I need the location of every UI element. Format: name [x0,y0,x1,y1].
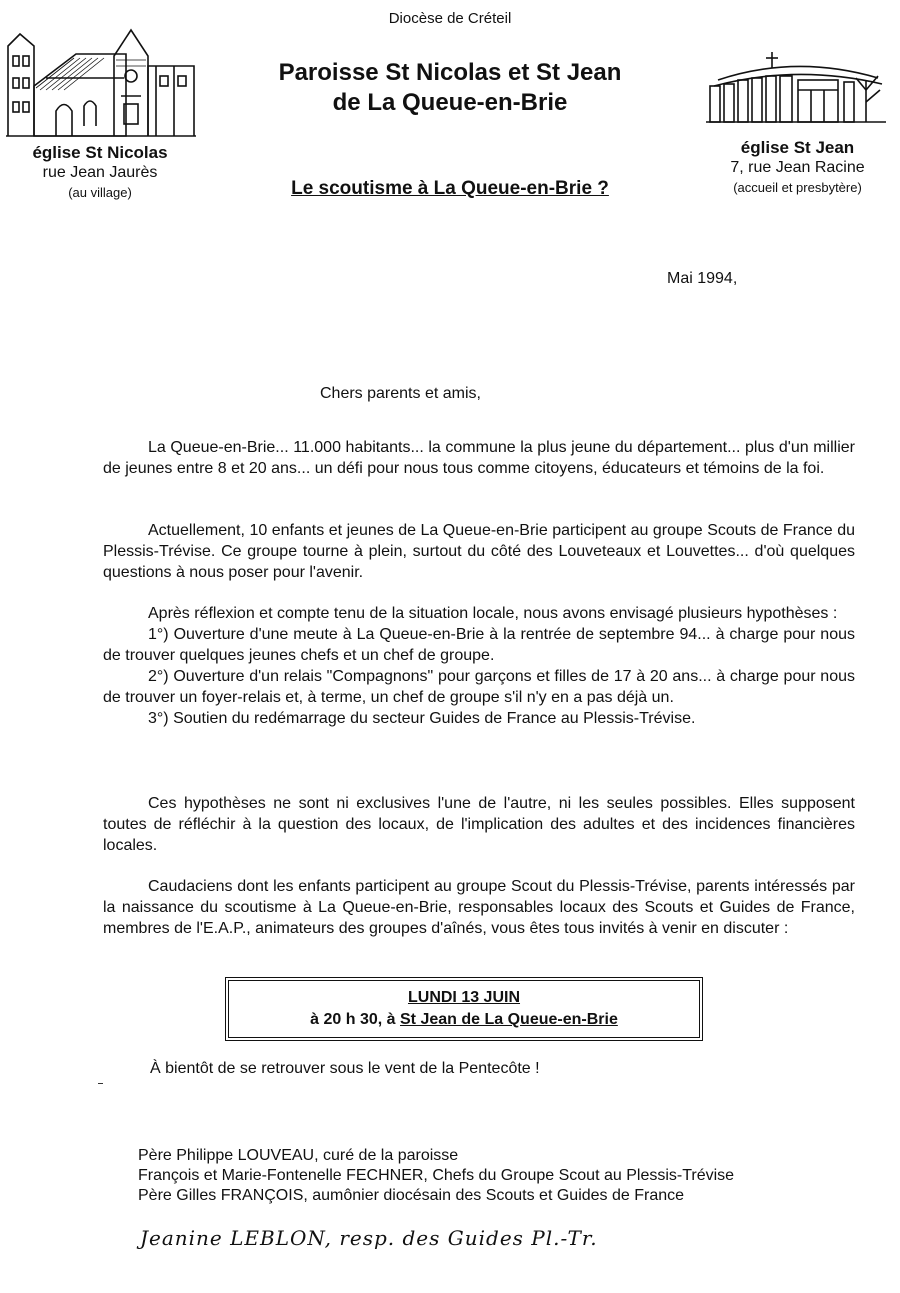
church-st-jean-caption [705,138,890,198]
diocese-label: Diocèse de Créteil [388,10,512,27]
hypothesis-1 [103,624,855,666]
paragraph-invitation [103,876,855,939]
parish-title-line1: Paroisse St Nicolas et St Jean [278,59,622,86]
fold-mark [98,1083,103,1084]
hypothesis-2-text: 2°) Ouverture d'un relais "Compagnons" pour garçons et filles de 17 à 20 ans... à charge pour nous de trouver un foyer-relais et, à terme, un chef de groupe s'il n'y en a pas déjà un. [103,668,855,706]
paragraph-considerations [103,793,855,856]
meeting-details [229,1009,699,1031]
meeting-place: St Jean de La Queue-en-Brie [400,1011,618,1028]
letter-subject [150,178,750,200]
paragraph-hypotheses [103,603,855,729]
hypothesis-1-text: 1°) Ouverture d'une meute à La Queue-en-Brie à la rentrée de septembre 94... à charge pour nous de trouver quelques jeunes chefs et un chef de groupe. [103,626,855,664]
letter-closing: À bientôt de se retrouver sous le vent de la Pentecôte ! [150,1060,540,1077]
church-st-nicolas-caption [0,143,200,203]
paragraph-invitation-text: Caudaciens dont les enfants participent au groupe Scout du Plessis-Trévise, parents intéressés par la naissance du scoutisme à La Queue-en-Brie, responsables locaux des Scouts et Guides de France, membres de l'E.A.P., animateurs des groupes d'aînés, vous êtes tous invités à venir en discuter : [103,878,855,937]
church-st-nicolas-address: rue Jean Jaurès [42,164,158,181]
hypotheses-intro [103,603,855,624]
paragraph-intro-text: La Queue-en-Brie... 11.000 habitants... la commune la plus jeune du département... plus d'un millier de jeunes entre 8 et 20 ans... un défi pour nous tous comme citoyens, éducateurs et témoins de la foi. [103,439,855,477]
signature-cure: Père Philippe LOUVEAU, curé de la paroisse [138,1147,459,1164]
church-st-nicolas-name: église St Nicolas [32,143,168,162]
meeting-day: LUNDI 13 JUIN [407,989,521,1006]
church-st-jean-note: (accueil et presbytère) [733,180,862,195]
handwritten-signature-guides: Jeanine LEBLON, resp. des Guides Pl.-Tr. [140,1226,598,1250]
parish-title-line2: de La Queue-en-Brie [332,89,568,116]
hypothesis-3-text: 3°) Soutien du redémarrage du secteur Guides de France au Plessis-Trévise. [148,710,696,727]
parish-title [150,58,750,118]
letter-greeting: Chers parents et amis, [320,385,481,402]
meeting-announcement-box [228,980,700,1038]
church-st-nicolas-drawing [6,26,196,142]
letter-subject-text: Le scoutisme à La Queue-en-Brie ? [291,178,609,199]
paragraph-intro [103,437,855,479]
paragraph-considerations-text: Ces hypothèses ne sont ni exclusives l'une de l'autre, ni les seules possibles. Elles supposent toutes de réfléchir à la question des locaux, de l'implication des adultes et des incidences financières locales. [103,795,855,854]
hypothesis-2 [103,666,855,708]
paragraph-current-situation-text: Actuellement, 10 enfants et jeunes de La Queue-en-Brie participent au groupe Scouts de France du Plessis-Trévise. Ce groupe tourne à plein, surtout du côté des Louveteaux et Louvettes... d'où quelques questions à nous poser pour l'avenir. [103,522,855,581]
hypotheses-intro-text: Après réflexion et compte tenu de la situation locale, nous avons envisagé plusieurs hypothèses : [148,605,838,622]
meeting-time: à 20 h 30, à [310,1011,400,1028]
hypothesis-3 [103,708,855,729]
church-st-jean-drawing [706,50,886,130]
church-st-nicolas-note: (au village) [68,185,132,200]
signature-aumonier: Père Gilles FRANÇOIS, aumônier diocésain des Scouts et Guides de France [138,1187,685,1204]
paragraph-current-situation [103,520,855,583]
church-st-jean-address: 7, rue Jean Racine [730,159,865,176]
signature-group-chiefs: François et Marie-Fontenelle FECHNER, Chefs du Groupe Scout au Plessis-Trévise [138,1167,735,1184]
church-st-jean-name: église St Jean [740,138,855,157]
letter-date: Mai 1994, [667,270,738,287]
